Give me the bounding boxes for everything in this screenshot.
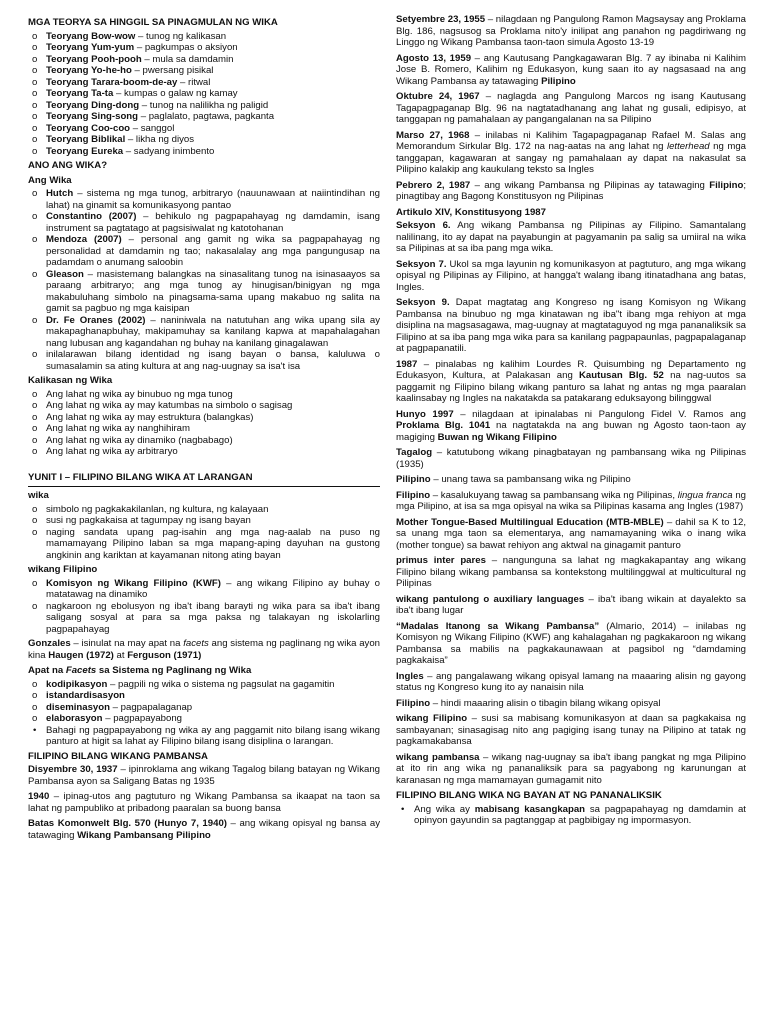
- paragraph: Hunyo 1997 – nilagdaan at ipinalabas ni Pangulong Fidel V. Ramos ang Proklama Blg. 1041 na nagtatakda na ang buwan ng Agosto taon-taon ay magiging Buwan ng Wikang Filipino: [396, 408, 746, 443]
- definitions-list: [28, 188, 380, 372]
- list-item: o Ang lahat ng wika ay may katumbas na simbolo o sagisag: [28, 400, 380, 412]
- list-item: o nagkaroon ng ebolusyon ng iba't ibang barayti ng wika para sa iba't ibang saligang sosyal at para sa mga paksa ng talakayan ng iskolarling pagpapahayag: [28, 601, 380, 636]
- list-item: o Teoryang Coo-coo – sanggol: [28, 123, 380, 135]
- list-item: o susi ng pagkakaisa at tagumpay ng isang bayan: [28, 515, 380, 527]
- list-item: o inilalarawan bilang identidad ng isang bayan o bansa, kaluluwa o sumasalamin sa ating kultura at ang nag-uugnay sa isa't isa: [28, 349, 380, 372]
- list-item: o Teoryang Yum-yum – pagkumpas o aksiyon: [28, 42, 380, 54]
- left-column: [28, 14, 380, 845]
- paragraph: Seksyon 7. Ukol sa mga layunin ng komunikasyon at pagtuturo, ang mga wikang opisyal ng Pilipinas ay Filipino, at hangga't walang ibang itinatadhana ang batas, Ingles.: [396, 258, 746, 293]
- yunit-heading: YUNIT I – FILIPINO BILANG WIKA AT LARANGAN: [28, 472, 380, 488]
- list-item: • Bahagi ng pagpapayabong ng wika ay ang paggamit nito bilang isang wikang panturo at higit sa lahat ay Filipino bilang isang disiplina o larangan.: [28, 725, 380, 748]
- paragraph: Pebrero 2, 1987 – ang wikang Pambansa ng Pilipinas ay tatawaging Filipino; pinagtibay ang Bagong Konstitusyon ng Pilipinas: [396, 179, 747, 202]
- list-item: o Ang lahat ng wika ay nanghihiram: [28, 423, 380, 435]
- list-item: o Ang lahat ng wika ay may estruktura (balangkas): [28, 412, 380, 424]
- pambansa-heading: FILIPINO BILANG WIKANG PAMBANSA: [28, 750, 208, 762]
- list-item: o simbolo ng pagkakakilanlan, ng kultura, ng kalayaan: [28, 504, 380, 516]
- paragraph: Pilipino – unang tawa sa pambansang wika ng Pilipino: [396, 474, 631, 485]
- paragraph: primus inter pares – nangunguna sa lahat ng magkakapantay ang wikang Filipino bilang wikang pambansa sa kontekstong multilinggwal at multicultural ng Pilipinas: [396, 555, 746, 589]
- list-item: o Ang lahat ng wika ay dinamiko (nagbabago): [28, 435, 380, 447]
- list-item: o Teoryang Pooh-pooh – mula sa damdamin: [28, 54, 380, 66]
- list-item: o istandardisasyon: [28, 690, 380, 702]
- theories-heading: MGA TEORYA SA HINGGIL SA PINAGMULAN NG WIKA: [28, 17, 278, 28]
- list-item: o Teoryang Sing-song – paglalato, pagtawa, pagkanta: [28, 111, 380, 123]
- paragraph: 1987 – pinalabas ng kalihim Lourdes R. Quisumbing ng Departamento ng Edukasyon, Kultura, at Palakasan ang Kautusan Blg. 52 na nag-uutos sa paggamit ng Filipino bilang wikang panturo sa lahat ng antas ng mga paaralan kaalinsabay ng Ingles na nakatakda sa patakarang eduksayong bilinggwal: [396, 358, 746, 404]
- paragraph: Filipino – kasalukuyang tawag sa pambansang wika ng Pilipinas, lingua franca ng mga Pilipino, at isa sa mga opisyal na wika sa Pilipinas kasama ang Ingles (1987): [396, 489, 746, 512]
- bayan-heading: FILIPINO BILANG WIKA NG BAYAN AT NG PANANALIKSIK: [396, 790, 662, 801]
- paragraph: Seksyon 9. Dapat magtatag ang Kongreso ng isang Komisyon ng Wikang Pambansa na binubuo ng mga kinatawan ng iba"t ibang mga rehiyon at mga disiplina na magsasagawa, mag-uugnay at magtataguyod ng mga pananaliksik sa Filipino at sa iba pang mga wika para sa kanilang pagpapaunlas, pagpapalaganap at pagpapanatili.: [396, 297, 746, 354]
- list-item: o naging sandata upang pag-isahin ang mga nag-aalab na puso ng mamamayang Pilipino laban sa mga mapang-aping dayuhan na gustong angkinin ang kariktan at kayamanan nitong ating bayan: [28, 527, 380, 562]
- list-item: o Teoryang Bow-wow – tunog ng kalikasan: [28, 31, 380, 43]
- list-item: • Ang wika ay mabisang kasangkapan sa pagpapahayag ng damdamin at opinyon gayundin sa pagtanggap at pagbibigay ng impormasyon.: [396, 804, 746, 827]
- list-item: o Dr. Fe Oranes (2002) – naniniwala na natutuhan ang wika upang sila ay makapaghanapbuhay, makipamuhay sa kanilang kapwa at mapahalagahan nang lubusan ang kagandahan ng buhay na kanilang ginagalawan: [28, 315, 380, 350]
- paragraph: Seksyon 6. Ang wikang Pambansa ng Pilipinas ay Filipino. Samantalang nalilinang, ito ay dapat na payabungin at pagyamanin pa salig sa umiiral na wika sa Pilipinas at sa iba pang mga wika.: [396, 220, 746, 254]
- list-item: o Teoryang Tarara-boom-de-ay – ritwal: [28, 77, 380, 89]
- paragraph: wikang pantulong o auxiliary languages – iba't ibang wikain at dayalekto sa iba't ibang lugar: [396, 593, 747, 616]
- list-item: o elaborasyon – pagpapayabong: [28, 713, 380, 725]
- list-item: o Teoryang Eureka – sadyang inimbento: [28, 146, 380, 158]
- list-item: o kodipikasyon – pagpili ng wika o sistema ng pagsulat na gagamitin: [28, 679, 380, 691]
- list-item: o Ang lahat ng wika ay arbitraryo: [28, 446, 380, 458]
- right-column: [396, 14, 746, 830]
- paragraph: 1940 – ipinag-utos ang pagtuturo ng Wikang Pambansa sa ikaapat na taon sa lahat ng pampubliko at pribadong paaralan sa buong bansa: [28, 791, 380, 814]
- artikulo-heading: Artikulo XIV, Konstitusyong 1987: [396, 206, 546, 218]
- list-item: o Teoryang Ta-ta – kumpas o galaw ng kamay: [28, 88, 380, 100]
- list-item: o Gleason – masistemang balangkas na sinasalitang tunog na isinasaayos sa paraang arbitraryo; ang mga tunog ay hinugisan/binigyan ng mga makabuluhang simbolo na pinagsama-sama upang makabuo ng salita na gamit sa pagbuo ng mga kaisipan: [28, 269, 380, 315]
- paragraph: Oktubre 24, 1967 – naglagda ang Pangulong Marcos ng isang Kautusang Tagapagpaganap Blg. 96 na nagtatadhanang ang lahat ng gusali, edipisyo, at tanggapan ng pamahalaan ay pangangalanan na sa Pilipino: [396, 91, 746, 125]
- bayan-list: [396, 804, 746, 827]
- ang-wika-heading: Ang Wika: [28, 174, 72, 186]
- list-item: o Mendoza (2007) – personal ang gamit ng wika sa pagpapahayag ng personalidad at damdamin ng tao; nakasalalay ang mga pangungusap na padamdam o anumang saloobin: [28, 234, 380, 269]
- paragraph: Setyembre 23, 1955 – nilagdaan ng Pangulong Ramon Magsaysay ang Proklama Blg. 186, nagsusog sa Proklama nito'y inilipat ang panahon ng pagdiriwang ng Linggo ng Wikang Pambansa taon-taon simula Agosto 13-19: [396, 14, 746, 48]
- apat-na-facets-heading: Apat na Facets sa Sistema ng Paglinang ng Wika: [28, 665, 252, 676]
- wikang-filipino-list: [28, 578, 380, 636]
- paragraph: Filipino – hindi maaaring alisin o tibagin bilang wikang opisyal: [396, 697, 661, 709]
- paragraph: Disyembre 30, 1937 – ipinroklama ang wikang Tagalog bilang batayan ng Wikang Pambansa ayon sa Saligang Batas ng 1935: [28, 764, 380, 787]
- paragraph: Mother Tongue-Based Multilingual Education (MTB-MBLE) – dahil sa K to 12, sa unang mga taon sa elementarya, ang namamayaning wika o inang wika (mother tongue) sa bawat rehiyon ang aktwal na ginagamit panturo: [396, 516, 746, 551]
- list-item: o Teoryang Biblikal – likha ng diyos: [28, 134, 380, 146]
- paragraph: wikang pambansa – wikang nag-uugnay sa iba't ibang pangkat ng mga Pilipino at ito rin ang wika ng pananaliksik para sa pagyabong ng karunungan at karanasan ng mga mamamayan gumagamit nito: [396, 751, 747, 786]
- paragraph: Tagalog – katutubong wikang pinagbatayan ng pambansang wika ng Pilipinas (1935): [396, 447, 746, 470]
- paragraph: Agosto 13, 1959 – ang Kautusang Pangkagawaran Blg. 7 ay ibinaba ni Kalihim Jose B. Romero, Kalihim ng Edukasyon, kung saan ito ay nagsasaad na ang Wikang Pambansa ay tatawaging Pilipino: [396, 52, 746, 87]
- wika-list: [28, 504, 380, 562]
- paragraph: wikang Filipino – susi sa mabisang komunikasyon at daan sa pagkakaisa ng sambayanan; sinasagisag nito ang pagiging isang tunay na Pilipino at tatak ng pagkamakabansa: [396, 713, 746, 747]
- list-item: o Teoryang Ding-dong – tunog na nalilikha ng paligid: [28, 100, 380, 112]
- wikang-filipino-heading: wikang Filipino: [28, 564, 98, 575]
- apat-list: [28, 679, 380, 748]
- list-item: o Teoryang Yo-he-ho – pwersang pisikal: [28, 65, 380, 77]
- paragraph: Batas Komonwelt Blg. 570 (Hunyo 7, 1940) – ang wikang opisyal ng bansa ay tatawaging Wikang Pambansang Pilipino: [28, 818, 380, 841]
- list-item: o diseminasyon – pagpapalaganap: [28, 702, 380, 714]
- paragraph: Marso 27, 1968 – inilabas ni Kalihim Tagapagpaganap Rafael M. Salas ang Memorandum Sirkular Blg. 172 na nag-aatas na ang lahat ng letterhead ng mga tanggapan, kagawaran at sangay ng pamahalaan ay dapat na nakasulat sa Pilipino kalakip ang kaukulang teksto sa Ingles: [396, 129, 747, 175]
- paragraph: Ingles – ang pangalawang wikang opisyal lamang na maaaring alisin ng gayong status ng Kongreso kung ito ay nanaisin nila: [396, 670, 746, 693]
- gonzales-paragraph: Gonzales – isinulat na may apat na facets ang sistema ng paglinang ng wika ayon kina Haugen (1972) at Ferguson (1971): [28, 638, 380, 661]
- theories-list: [28, 31, 380, 158]
- list-item: o Hutch – sistema ng mga tunog, arbitraryo (nauunawaan at naiintindihan ng lahat) na ginamit sa komunikasyong pantao: [28, 188, 380, 211]
- list-item: o Constantino (2007) – behikulo ng pagpapahayag ng damdamin, isang instrument sa pagtatago at pagsisiwalat ng katotohanan: [28, 211, 380, 234]
- kalikasan-list: [28, 389, 380, 458]
- kalikasan-heading: Kalikasan ng Wika: [28, 375, 113, 386]
- list-item: o Komisyon ng Wikang Filipino (KWF) – ang wikang Filipino ay buhay o matatawag na dinamiko: [28, 578, 380, 601]
- paragraph: “Madalas Itanong sa Wikang Pambansa” (Almario, 2014) – inilabas ng Komisyon ng Wikang Filipino (KWF) ang kahalagahan ng pagkakaroon ng wikang Pambansa sa mabilis na pagkakaunawaan at pagsibol ng “damdaming pagkakaisa”: [396, 620, 746, 666]
- ano-ang-wika-heading: ANO ANG WIKA?: [28, 160, 108, 171]
- wika-heading: wika: [28, 490, 49, 501]
- list-item: o Ang lahat ng wika ay binubuo ng mga tunog: [28, 389, 380, 401]
